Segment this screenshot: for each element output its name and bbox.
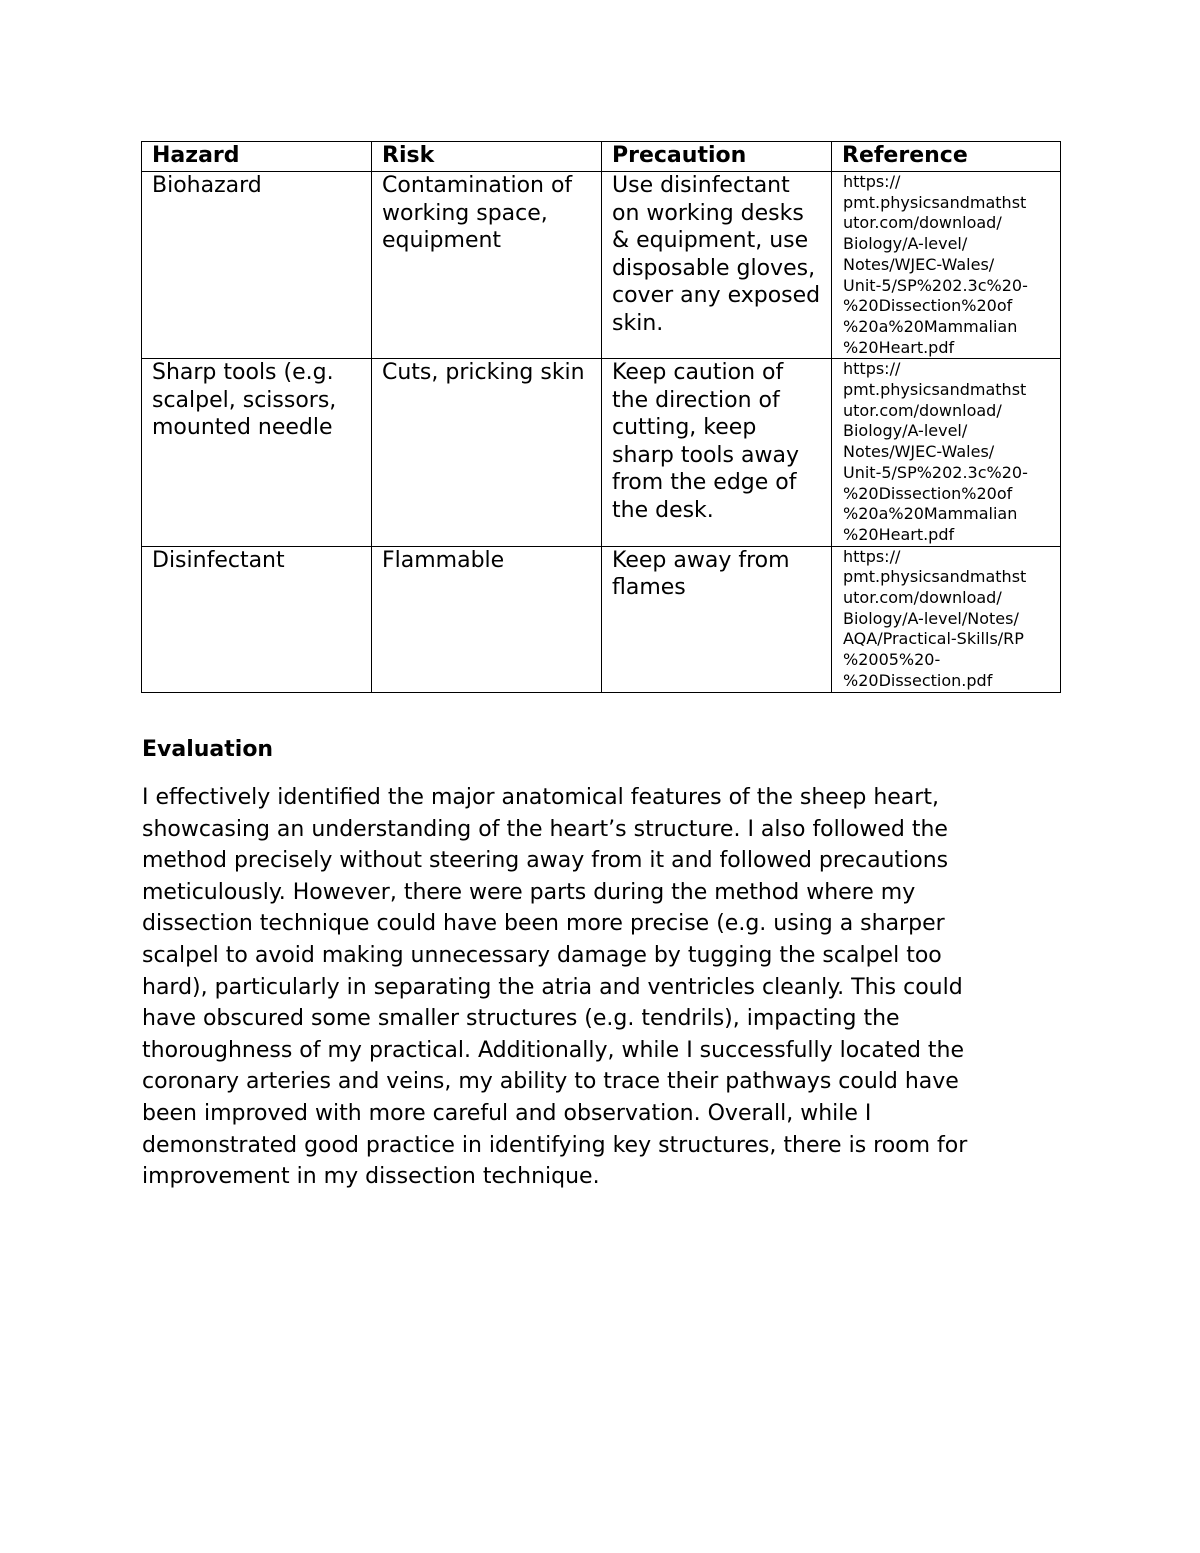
reference-line: %20Heart.pdf: [843, 524, 955, 544]
reference-line: %2005%20-: [843, 650, 941, 670]
reference-line: %20Dissection%20of: [843, 483, 1013, 503]
hazard-cell: Biohazard: [142, 172, 372, 359]
reference-line: Unit-5/SP%202.3c%20-: [843, 275, 1028, 295]
reference-line: Notes/WJEC-Wales/: [843, 254, 995, 274]
hazard-cell: Sharp tools (e.g. scalpel, scissors, mounted needle: [142, 359, 372, 546]
evaluation-line: thoroughness of my practical. Additionally, while I successfully located the: [142, 1037, 965, 1063]
evaluation-line: demonstrated good practice in identifying key structures, there is room for: [142, 1132, 968, 1158]
reference-line: AQA/Practical-Skills/RP: [843, 629, 1024, 649]
reference-line: pmt.physicsandmathst: [843, 192, 1027, 212]
reference-line: pmt.physicsandmathst: [843, 567, 1027, 587]
header-reference: Reference: [832, 142, 1061, 172]
reference-line: %20Dissection.pdf: [843, 670, 993, 690]
evaluation-line: hard), particularly in separating the atria and ventricles cleanly. This could: [142, 974, 963, 1000]
evaluation-line: showcasing an understanding of the heart’s structure. I also followed the: [142, 816, 948, 842]
table-row: [142, 359, 1061, 546]
reference-line: Unit-5/SP%202.3c%20-: [843, 462, 1028, 482]
precaution-cell: Keep away from flames: [602, 546, 832, 692]
reference-line: Notes/WJEC-Wales/: [843, 442, 995, 462]
reference-cell: [832, 359, 1061, 546]
reference-line: https://: [843, 546, 901, 566]
risk-cell: Contamination of working space, equipment: [372, 172, 602, 359]
table-header-row: [142, 142, 1061, 172]
risk-cell: Flammable: [372, 546, 602, 692]
precaution-cell: Use disinfectant on working desks & equipment, use disposable gloves, cover any exposed skin.: [602, 172, 832, 359]
reference-line: %20Heart.pdf: [843, 337, 955, 357]
header-risk: Risk: [372, 142, 602, 172]
evaluation-heading: Evaluation: [142, 737, 274, 762]
evaluation-paragraph: [142, 782, 1042, 1193]
header-precaution: Precaution: [602, 142, 832, 172]
precaution-cell: Keep caution of the direction of cutting, keep sharp tools away from the edge of the desk.: [602, 359, 832, 546]
reference-line: https://: [843, 172, 901, 191]
evaluation-line: been improved with more careful and observation. Overall, while I: [142, 1100, 872, 1126]
reference-cell: [832, 172, 1061, 359]
reference-line: Biology/A-level/Notes/: [843, 608, 1019, 628]
header-hazard: Hazard: [142, 142, 372, 172]
risk-assessment-table: [141, 141, 1061, 693]
hazard-cell: Disinfectant: [142, 546, 372, 692]
risk-cell: Cuts, pricking skin: [372, 359, 602, 546]
evaluation-line: scalpel to avoid making unnecessary damage by tugging the scalpel too: [142, 942, 942, 968]
reference-line: Biology/A-level/: [843, 234, 968, 254]
reference-line: pmt.physicsandmathst: [843, 380, 1027, 400]
table-row: [142, 546, 1061, 692]
reference-line: utor.com/download/: [843, 588, 1002, 608]
table-row: [142, 172, 1061, 359]
reference-line: https://: [843, 359, 901, 379]
evaluation-line: I effectively identified the major anatomical features of the sheep heart,: [142, 785, 939, 810]
reference-line: %20a%20Mammalian: [843, 504, 1018, 524]
reference-line: utor.com/download/: [843, 400, 1002, 420]
evaluation-line: meticulously. However, there were parts during the method where my: [142, 879, 916, 905]
evaluation-line: improvement in my dissection technique.: [142, 1164, 600, 1190]
evaluation-line: coronary arteries and veins, my ability to trace their pathways could have: [142, 1069, 959, 1095]
reference-cell: [832, 546, 1061, 692]
reference-line: %20a%20Mammalian: [843, 316, 1018, 336]
reference-line: %20Dissection%20of: [843, 296, 1013, 316]
evaluation-line: have obscured some smaller structures (e.g. tendrils), impacting the: [142, 1006, 900, 1032]
reference-line: utor.com/download/: [843, 213, 1002, 233]
reference-line: Biology/A-level/: [843, 421, 968, 441]
evaluation-line: dissection technique could have been more precise (e.g. using a sharper: [142, 911, 945, 937]
evaluation-line: method precisely without steering away from it and followed precautions: [142, 848, 949, 874]
